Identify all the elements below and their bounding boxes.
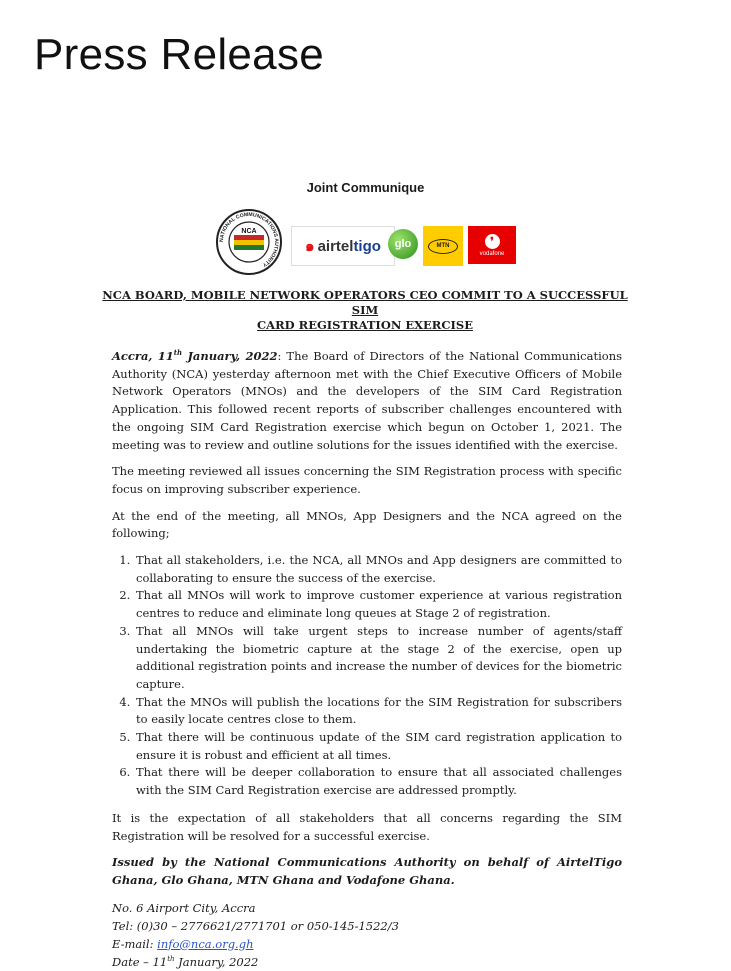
paragraph-expectation: It is the expectation of all stakeholders that all concerns regarding the SIM Registration will be resolved for a successful exercise. xyxy=(112,810,622,843)
dateline: Accra, 11th January, 2022 xyxy=(112,348,278,363)
list-item: 2. That all MNOs will work to improve customer experience at various registration centres to reduce and eliminate long queues at Stage 2 of registration. xyxy=(134,587,622,622)
glo-logo: glo xyxy=(388,229,418,259)
contact-email-row xyxy=(112,935,622,953)
headline-line-2: CARD REGISTRATION EXERCISE xyxy=(257,318,473,332)
paragraph-agreement: At the end of the meeting, all MNOs, App Designers and the NCA agreed on the following; xyxy=(112,508,622,541)
agreement-list xyxy=(112,552,622,800)
contact-address: No. 6 Airport City, Accra xyxy=(112,900,256,915)
contact-date: Date – 11th January, 2022 xyxy=(112,954,259,969)
list-item: 1. That all stakeholders, i.e. the NCA, all MNOs and App designers are committed to collaborating to ensure the success of the exercise. xyxy=(134,552,622,587)
contact-email-link[interactable]: info@nca.org.gh xyxy=(157,936,254,951)
nca-seal-logo xyxy=(215,208,283,276)
logo-strip xyxy=(215,208,520,278)
airtel-swirl-icon: ๑ xyxy=(305,238,315,255)
communique-title: Joint Communique xyxy=(306,180,425,195)
mtn-logo xyxy=(423,226,463,266)
contact-tel: Tel: (0)30 – 2776621/2771701 or 050-145-1522/3 xyxy=(112,918,399,933)
mtn-logo-text: MTN xyxy=(428,239,458,254)
list-item: 4. That the MNOs will publish the locations for the SIM Registration for subscribers to easily locate centres close to them. xyxy=(134,694,622,729)
paragraph-intro-text: : The Board of Directors of the National Communications Authority (NCA) yesterday afternoon met with the Chief Executive Officers of Mobile Network Operators (MNOs) and the developers of the SIM Card Registration Application. This followed recent reports of subscriber challenges encountered with the ongoing SIM Card Registration exercise which begun on October 1, 2021. The meeting was to review and outline solutions for the issues identified with the exercise. xyxy=(112,349,623,452)
headline xyxy=(100,288,630,333)
airteltigo-word-b: tigo xyxy=(353,237,381,255)
airteltigo-logo xyxy=(291,226,395,266)
vodafone-logo-text: vodafone xyxy=(479,250,505,257)
paragraph-intro xyxy=(112,348,622,454)
list-item: 6. That there will be deeper collaboration to ensure that all associated challenges with the SIM Card Registration exercise are addressed promptly. xyxy=(134,764,622,799)
airteltigo-word-a: airtel xyxy=(317,237,354,255)
release-body xyxy=(112,348,622,971)
issued-by: Issued by the National Communications Authority on behalf of AirtelTigo Ghana, Glo Ghana, MTN Ghana and Vodafone Ghana. xyxy=(112,855,622,887)
vodafone-logo xyxy=(468,226,516,264)
nca-seal-ring-text: NATIONAL COMMUNICATIONS AUTHORITY xyxy=(218,211,280,268)
page-header: Press Release xyxy=(34,30,325,79)
vodafone-speechmark-icon: ❜ xyxy=(485,234,500,249)
list-item: 5. That there will be continuous update of the SIM card registration application to ensure it is robust and efficient at all times. xyxy=(134,729,622,764)
headline-line-1: NCA BOARD, MOBILE NETWORK OPERATORS CEO COMMIT TO A SUCCESSFUL SIM xyxy=(102,288,628,317)
contact-email-label: E-mail: xyxy=(112,936,158,951)
paragraph-review: The meeting reviewed all issues concerning the SIM Registration process with specific focus on improving subscriber experience. xyxy=(112,464,622,496)
nca-seal-center-text: NCA xyxy=(241,228,257,235)
list-item: 3. That all MNOs will take urgent steps to increase number of agents/staff undertaking the biometric capture at the stage 2 of the exercise, open up additional registration points and increase the number of devices for the biometric capture. xyxy=(134,623,622,694)
